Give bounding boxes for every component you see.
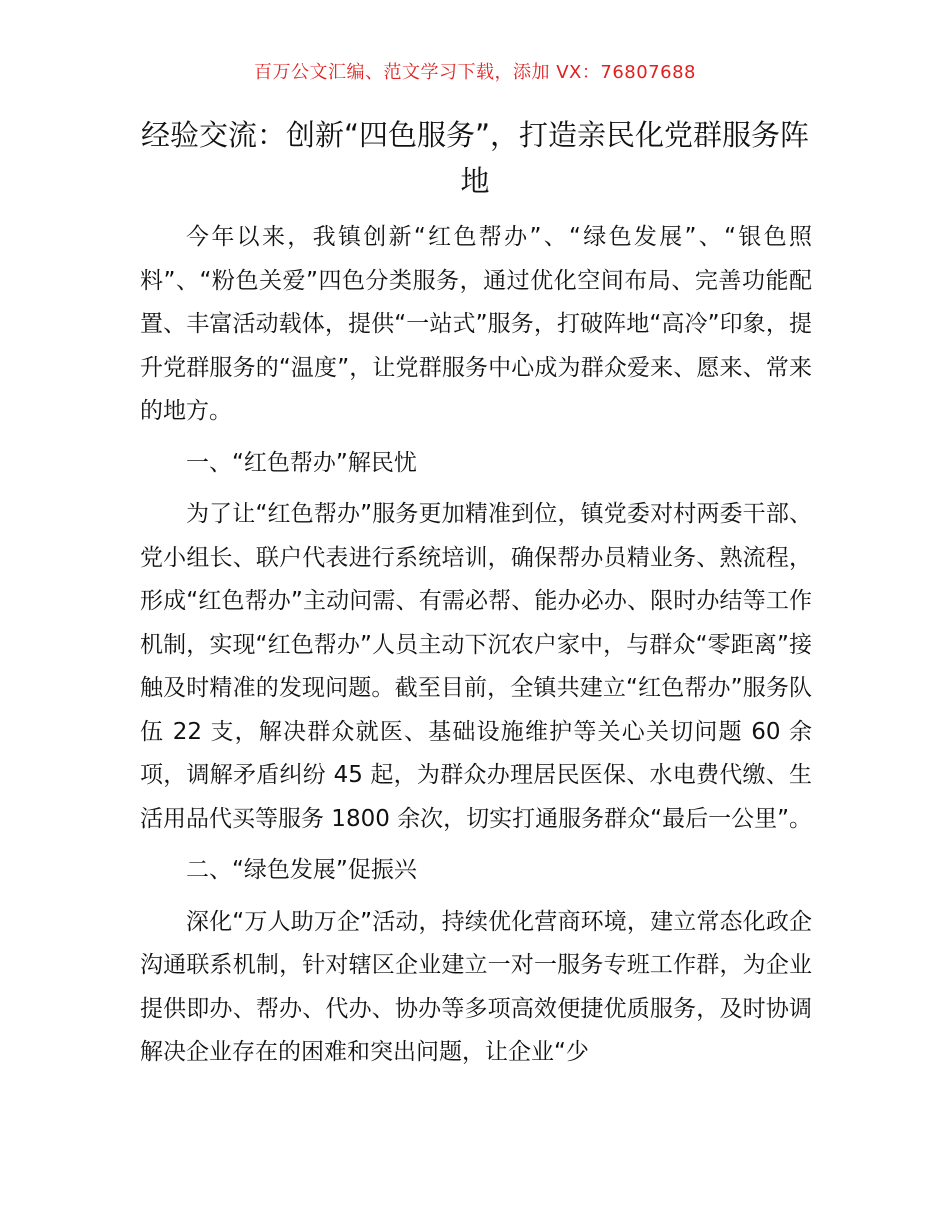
section-paragraph-red-service: 为了让“红色帮办”服务更加精准到位，镇党委对村两委干部、党小组长、联户代表进行系统培训，确保帮办员精业务、熟流程，形成“红色帮办”主动问需、有需必帮、能办必办、限时办结等工作机制，实现“红色帮办”人员主动下沉农户家中，与群众“零距离”接触及时精准的发现问题。截至目前，全镇共建立“红色帮办”服务队伍 22 支，解决群众就医、基础设施维护等关心关切问题 60 余项，调解矛盾纠纷 45 起，为群众办理居民医保、水电费代缴、生活用品代买等服务 1800 余次，切实打通服务群众“最后一公里”。 — [140, 501, 812, 832]
section-heading-green-development: 二、“绿色发展”促振兴 — [186, 857, 417, 883]
intro-paragraph: 今年以来，我镇创新“红色帮办”、“绿色发展”、“银色照料”、“粉色关爱”四色分类服务，通过优化空间布局、完善功能配置、丰富活动载体，提供“一站式”服务，打破阵地“高冷”印象，提升党群服务的“温度”，让党群服务中心成为群众爱来、愿来、常来的地方。 — [140, 224, 812, 424]
document-title: 经验交流：创新“四色服务”，打造亲民化党群服务阵地 — [140, 118, 810, 198]
header-banner: 百万公文汇编、范文学习下载，添加 VX：76807688 — [254, 62, 696, 83]
section-paragraph-green-development: 深化“万人助万企”活动，持续优化营商环境，建立常态化政企沟通联系机制，针对辖区企业建立一对一服务专班工作群，为企业提供即办、帮办、代办、协办等多项高效便捷优质服务，及时协调解决企业存在的困难和突出问题，让企业“少 — [140, 908, 812, 1065]
section-heading-red-service: 一、“红色帮办”解民忧 — [186, 449, 417, 476]
document-body — [140, 216, 812, 1075]
